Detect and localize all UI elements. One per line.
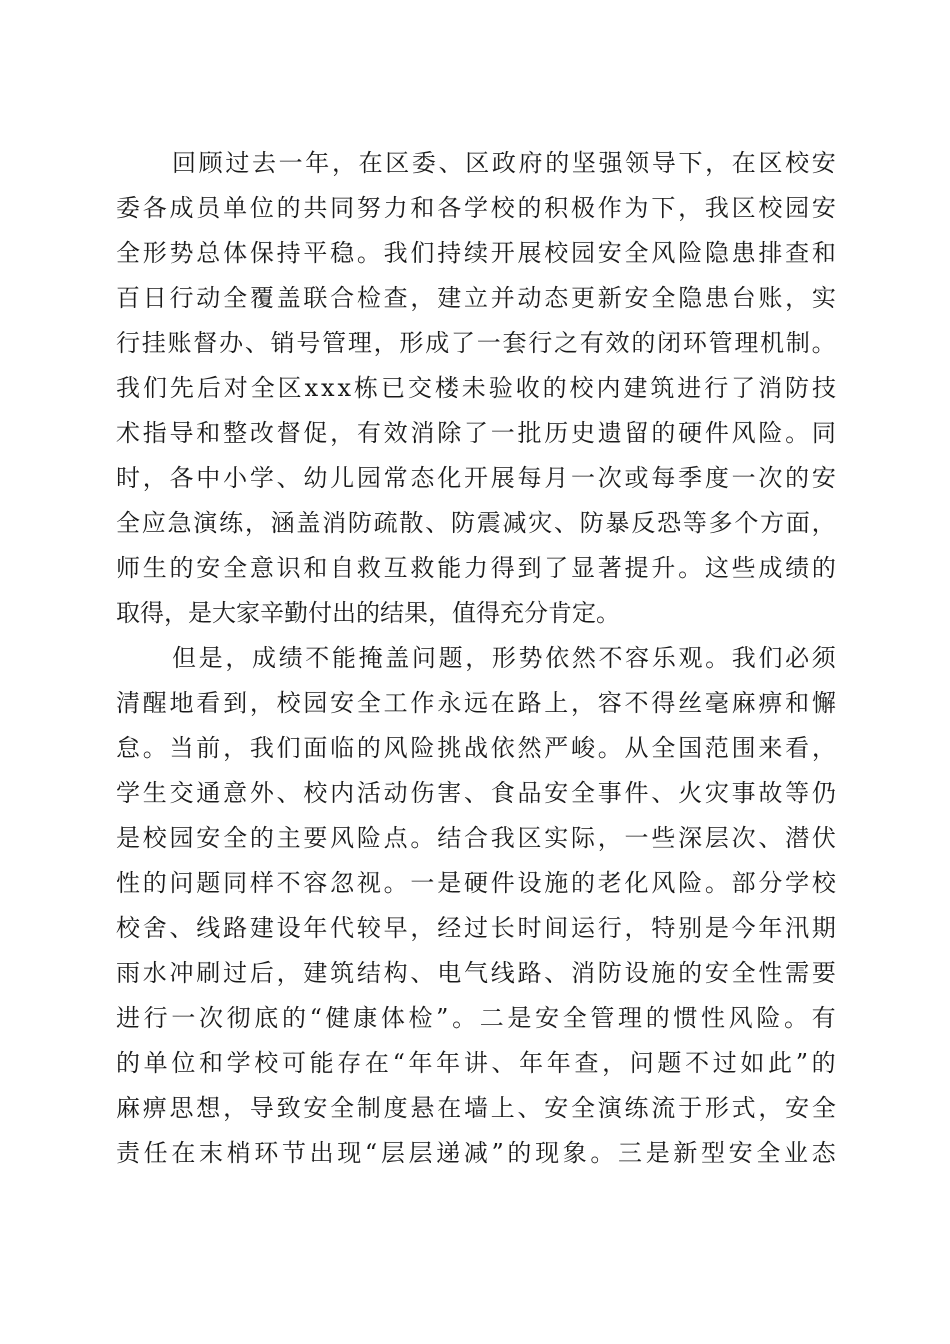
paragraph-1-line-6: 我 们 先 后 对 全 区 x x x 栋 已 交 楼 未 验 收 的 校 内 建 筑 进 行 了 消 防 技 bbox=[116, 374, 836, 402]
paragraph-2-line-1: 但 是 ， 成 绩 不 能 掩 盖 问 题 ， 形 势 依 然 不 容 乐 观 。 我 们 必 须 bbox=[172, 644, 836, 672]
paragraph-1-line-4: 百 日 行 动 全 覆 盖 联 合 检 查 ， 建 立 并 动 态 更 新 安 全 隐 患 台 账 ， 实 bbox=[116, 284, 836, 312]
paragraph-2-line-2: 清 醒 地 看 到 ， 校 园 安 全 工 作 永 远 在 路 上 ， 容 不 得 丝 毫 麻 痹 和 懈 bbox=[116, 689, 836, 717]
paragraph-1-line-2: 委 各 成 员 单 位 的 共 同 努 力 和 各 学 校 的 积 极 作 为 下 ， 我 区 校 园 安 bbox=[116, 194, 836, 222]
paragraph-1-line-3: 全 形 势 总 体 保 持 平 稳 。 我 们 持 续 开 展 校 园 安 全 风 险 隐 患 排 查 和 bbox=[116, 239, 836, 267]
paragraph-2-line-11: 麻 痹 思 想 ， 导 致 安 全 制 度 悬 在 墙 上 、 安 全 演 练 流 于 形 式 ， 安 全 bbox=[116, 1094, 836, 1122]
paragraph-1-line-10: 师 生 的 安 全 意 识 和 自 救 互 救 能 力 得 到 了 显 著 提 升 。 这 些 成 绩 的 bbox=[116, 554, 836, 582]
paragraph-2-line-9: 进 行 一 次 彻 底 的 “ 健 康 体 检 ” 。 二 是 安 全 管 理 的 惯 性 风 险 。 有 bbox=[116, 1004, 836, 1032]
paragraph-1-line-5: 行 挂 账 督 办 、 销 号 管 理 ， 形 成 了 一 套 行 之 有 效 的 闭 环 管 理 机 制 。 bbox=[116, 329, 836, 357]
paragraph-2-line-5: 是 校 园 安 全 的 主 要 风 险 点 。 结 合 我 区 实 际 ， 一 些 深 层 次 、 潜 伏 bbox=[116, 824, 836, 852]
paragraph-2-line-3: 怠 。 当 前 ， 我 们 面 临 的 风 险 挑 战 依 然 严 峻 。 从 全 国 范 围 来 看 ， bbox=[116, 734, 836, 762]
paragraph-1-line-1: 回 顾 过 去 一 年 ， 在 区 委 、 区 政 府 的 坚 强 领 导 下 ， 在 区 校 安 bbox=[172, 149, 836, 177]
paragraph-2-line-8: 雨 水 冲 刷 过 后 ， 建 筑 结 构 、 电 气 线 路 、 消 防 设 施 的 安 全 性 需 要 bbox=[116, 959, 836, 987]
paragraph-1-line-8: 时 ， 各 中 小 学 、 幼 儿 园 常 态 化 开 展 每 月 一 次 或 每 季 度 一 次 的 安 bbox=[116, 464, 836, 492]
paragraph-2-line-4: 学 生 交 通 意 外 、 校 内 活 动 伤 害 、 食 品 安 全 事 件 、 火 灾 事 故 等 仍 bbox=[116, 779, 836, 807]
paragraph-2-line-6: 性 的 问 题 同 样 不 容 忽 视 。 一 是 硬 件 设 施 的 老 化 风 险 。 部 分 学 校 bbox=[116, 869, 836, 897]
paragraph-2-line-12: 责 任 在 末 梢 环 节 出 现 “ 层 层 递 减 ” 的 现 象 。 三 是 新 型 安 全 业 态 bbox=[116, 1139, 836, 1167]
document-body bbox=[116, 141, 836, 1176]
paragraph-1-line-11: 取得，是大家辛勤付出的结果，值得充分肯定。 bbox=[116, 599, 620, 627]
paragraph-2-line-7: 校 舍 、 线 路 建 设 年 代 较 早 ， 经 过 长 时 间 运 行 ， 特 别 是 今 年 汛 期 bbox=[116, 914, 836, 942]
paragraph-2-line-10: 的 单 位 和 学 校 可 能 存 在 “ 年 年 讲 、 年 年 查 ， 问 题 不 过 如 此 ” 的 bbox=[116, 1049, 836, 1077]
paragraph-1-line-9: 全 应 急 演 练 ， 涵 盖 消 防 疏 散 、 防 震 减 灾 、 防 暴 反 恐 等 多 个 方 面 ， bbox=[116, 509, 836, 537]
paragraph-1-line-7: 术 指 导 和 整 改 督 促 ， 有 效 消 除 了 一 批 历 史 遗 留 的 硬 件 风 险 。 同 bbox=[116, 419, 836, 447]
